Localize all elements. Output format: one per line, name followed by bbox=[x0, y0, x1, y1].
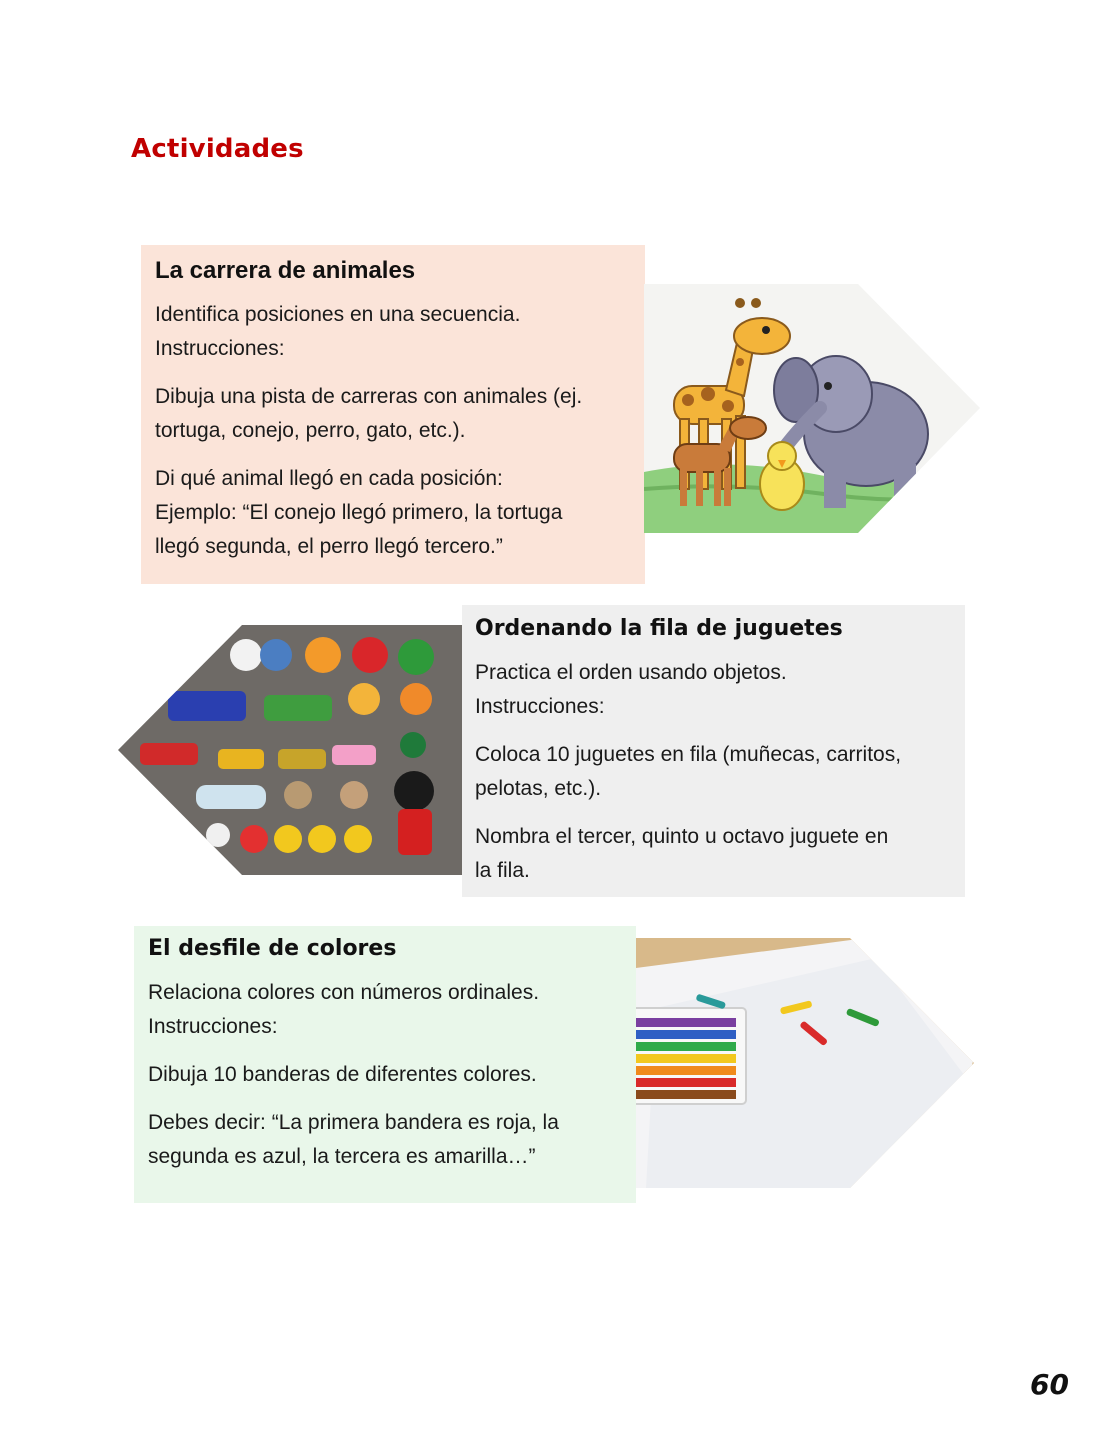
activity-intro: Relaciona colores con números ordinales. Instrucciones: bbox=[148, 981, 540, 1038]
section-heading: Actividades bbox=[131, 134, 304, 164]
activity-step-1: Coloca 10 juguetes en fila (muñecas, carritos, pelotas, etc.). bbox=[475, 743, 902, 800]
activity-title: Ordenando la fila de juguetes bbox=[475, 616, 843, 641]
crayon-box bbox=[636, 1008, 746, 1104]
activity-step-2: Debes decir: “La primera bandera es roja, la segunda es azul, la tercera es amarilla…” bbox=[148, 1111, 559, 1168]
activity-step-1: Dibuja una pista de carreras con animales (ej. tortuga, conejo, perro, gato, etc.). bbox=[155, 385, 583, 442]
activity-step-2: Nombra el tercer, quinto u octavo juguete en la fila. bbox=[475, 825, 889, 882]
activity-card-color-parade bbox=[134, 926, 636, 1203]
activity-intro: Practica el orden usando objetos. Instrucciones: bbox=[475, 661, 787, 718]
animals-illustration bbox=[644, 284, 980, 533]
activity-title: El desfile de colores bbox=[148, 936, 397, 961]
activity-intro: Identifica posiciones en una secuencia. Instrucciones: bbox=[155, 303, 521, 360]
toys-photo bbox=[118, 625, 462, 875]
activity-step-2: Di qué animal llegó en cada posición: Ejemplo: “El conejo llegó primero, la tortuga llegó segunda, el perro llegó tercero.” bbox=[155, 467, 563, 558]
crayons-photo bbox=[636, 938, 974, 1188]
activity-title: La carrera de animales bbox=[155, 257, 416, 284]
activity-card-animal-race bbox=[141, 245, 645, 584]
activity-step-1: Dibuja 10 banderas de diferentes colores. bbox=[148, 1063, 537, 1086]
activity-card-toy-line bbox=[462, 605, 965, 897]
page-number: 60 bbox=[1030, 1368, 1069, 1401]
